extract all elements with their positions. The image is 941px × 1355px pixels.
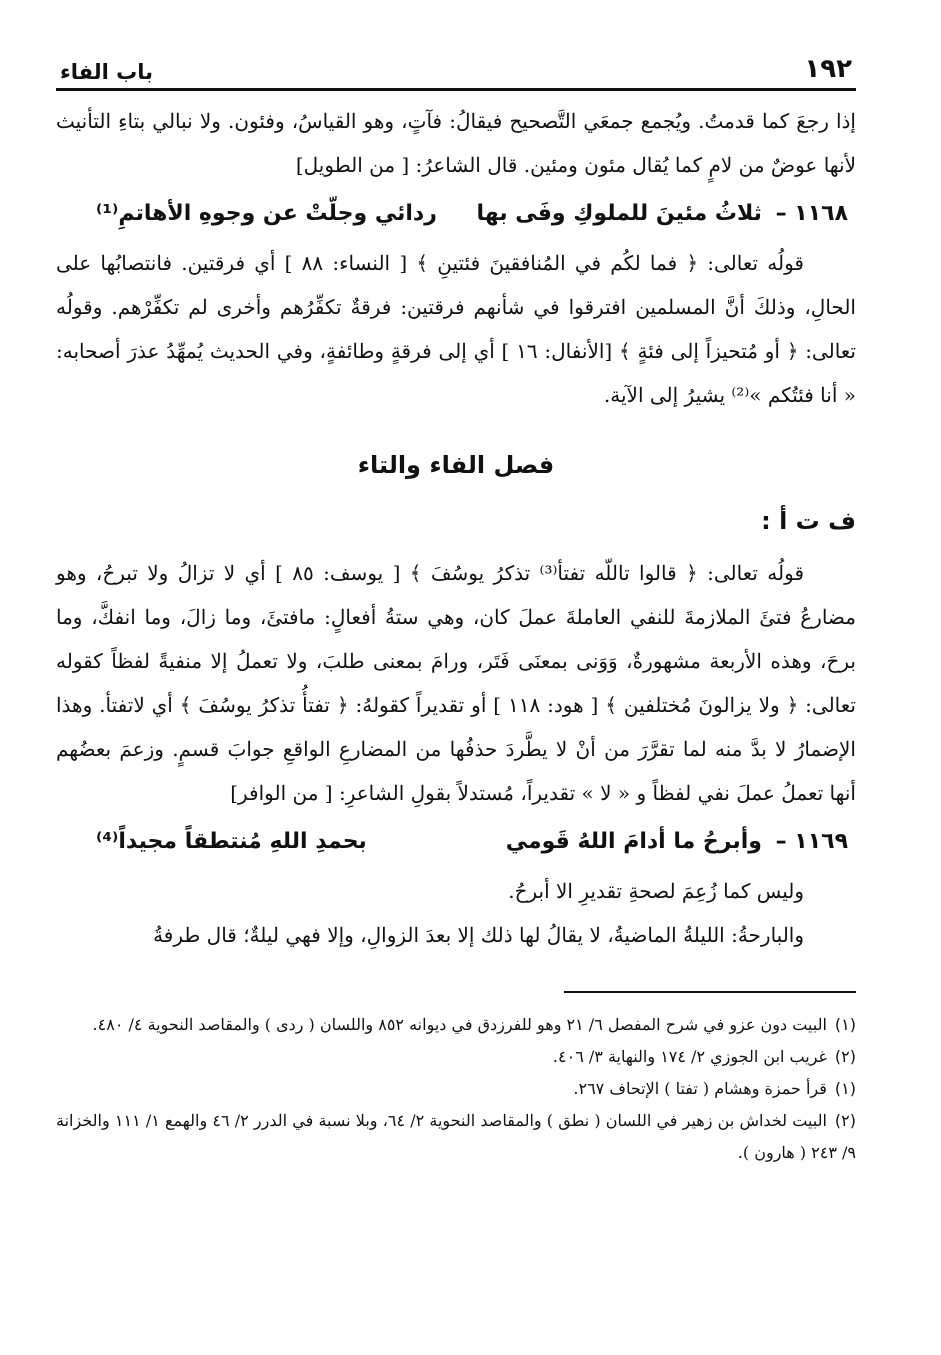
- paragraph-fi'a: قولُه تعالى: ﴿ فما لكُم في المُنافقينَ فئتينِ ﴾ [ النساء: ٨٨ ] أي فرقتين. فانتصابُها على الحالِ، وذلكَ أنَّ المسلمين افترقوا في شأنهم فرقتين: فرقةٌ تكفِّرُهم وأخرى لم تكفِّرْهم. وقولُه تعالى: ﴿ أو مُتحيزاً إلى فئةٍ ﴾ [الأنفال: ١٦ ] أي إلى فرقةٍ وطائفةٍ، وفي الحديث يُمهِّدُ عذرَ أصحابه: « أنا فئتُكم »⁽²⁾ يشيرُ إلى الآية.: [56, 251, 857, 407]
- footnote-mark: (١): [834, 1079, 856, 1098]
- verse-1169: [56, 815, 856, 869]
- book-page: [56, 40, 856, 1169]
- footnote-text: غريب ابن الجوزي ٢/ ١٧٤ والنهاية ٣/ ٤٠٦.: [552, 1047, 827, 1066]
- root-heading: ف ت أ :: [761, 507, 856, 535]
- footnote-mark: (٢): [834, 1047, 856, 1066]
- paragraph-fata'a: قولُه تعالى: ﴿ قالوا تاللّه تفتأ⁽³⁾ تذكرُ يوسُفَ ﴾ [ يوسف: ٨٥ ] أي لا تزالُ ولا تبرحُ، وهو مضارعُ فتئَ الملازمةَ للنفي العاملةَ عملَ كان، وهي ستةُ أفعالٍ: مافتئَ، وما زالَ، وما انفكَّ، وما برحَ، وهذه الأربعة مشهورةٌ، وَوَنى بمعنَى فَتَر، ورامَ بمعنى طلبَ، ولا تعملُ إلا منفيةً لفظاً كقوله تعالى: ﴿ ولا يزالونَ مُختلفين ﴾ [ هود: ١١٨ ] أو تقديراً كقولهُ: ﴿ تفتأُ تذكرُ يوسُفَ ﴾ أي لاتفتأ. وهذا الإضمارُ لا بدَّ منه لما تقرَّرَ من أنْ لا يطَّردَ حذفُها من المضارعِ الواقعِ جوابَ قسمٍ. وزعمَ بعضُهم أنها تعملُ عملَ نفي لفظاً و « لا » تقديراً، مُستدلاً بقولِ الشاعرِ: [ من الوافر]: [56, 561, 856, 805]
- footnote-text: البيت دون عزو في شرح المفصل ٦/ ٢١ وهو للفرزدق في ديوانه ٨٥٢ واللسان ( ردى ) والمقاصد النحوية ٤/ ٤٨٠.: [92, 1015, 827, 1034]
- footnote: [56, 1009, 856, 1041]
- verse-number: ١١٦٨ –: [775, 201, 848, 226]
- footnote-mark: (٢): [834, 1111, 856, 1130]
- footnotes: [56, 1009, 856, 1169]
- page-header: [56, 40, 856, 91]
- verse-1168-first-half: [477, 187, 848, 241]
- paragraph-note: وليس كما زُعِمَ لصحةِ تقديرِ الا أبرحُ.: [508, 879, 804, 903]
- paragraph-baariha: والبارحةُ: الليلةُ الماضيةُ، لا يقالُ لها ذلك إلا بعدَ الزوالِ، وإلا فهي ليلةٌ؛ قال طرفةُ: [153, 923, 804, 947]
- verse-hemistich: وأبرحُ ما أدامَ اللهُ قَومي: [505, 829, 762, 854]
- page-number: ١٩٢: [804, 54, 852, 84]
- footnote-divider: [564, 991, 856, 993]
- verse-hemistich: ردائي وجلّتْ عن وجوهِ الأهاتمِ⁽¹⁾: [96, 201, 437, 226]
- chapter-title: باب الفاء: [60, 60, 154, 84]
- footnote-text: قرأ حمزة وهشام ( تفتا ) الإتحاف ٢٦٧.: [573, 1079, 827, 1098]
- top-paragraph: إذا رجعَ كما قدمتُ. ويُجمع جمعَي التَّصحيح فيقالُ: فآتٍ، وهو القياسُ، وفئون. ولا نبالي بتاءِ التأنيث لأنها عوضٌ من لامٍ كما يُقال مئون ومئين. قال الشاعرُ: [ من الطويل]: [56, 109, 856, 177]
- verse-number: ١١٦٩ –: [775, 829, 848, 854]
- footnote-mark: (١): [834, 1015, 856, 1034]
- footnote: [56, 1105, 856, 1169]
- verse-hemistich: بحمدِ اللهِ مُنتطقاً مجيداً⁽⁴⁾: [96, 829, 367, 854]
- footnote: [56, 1041, 856, 1073]
- verse-hemistich: ثلاثُ مئينَ للملوكِ وفَى بها: [476, 201, 762, 226]
- section-title: فصل الفاء والتاء: [357, 451, 555, 479]
- verse-1169-first-half: [506, 815, 848, 869]
- footnote-text: البيت لخداش بن زهير في اللسان ( نطق ) والمقاصد النحوية ٢/ ٦٤، وبلا نسبة في الدرر ٢/ ٤٦ والهمع ١/ ١١١ والخزانة ٩/ ٢٤٣ ( هارون ).: [56, 1111, 856, 1162]
- footnote: [56, 1073, 856, 1105]
- verse-1168: [56, 187, 856, 241]
